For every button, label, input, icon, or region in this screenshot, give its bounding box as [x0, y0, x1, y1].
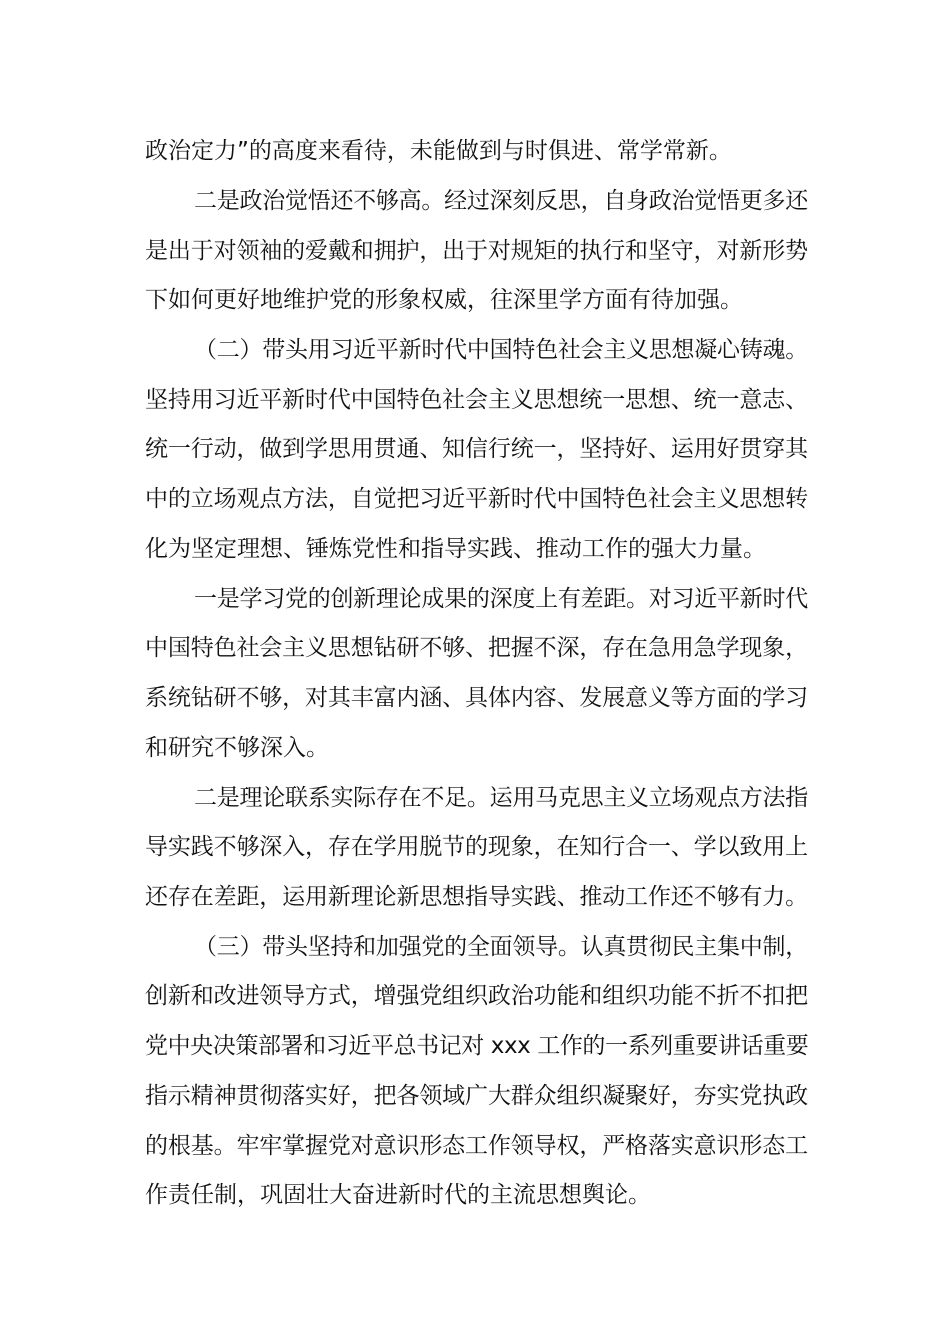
paragraph-start-line: 二是理论联系实际存在不足。运用马克思主义立场观点方法指 [194, 785, 808, 811]
text-line: 作责任制，巩固壮大奋进新时代的主流思想舆论。 [145, 1182, 651, 1208]
text-line: 统一行动，做到学思用贯通、知信行统一，坚持好、运用好贯穿其 [145, 436, 808, 462]
text-line: 是出于对领袖的爱戴和拥护，出于对规矩的执行和坚守，对新形势 [145, 238, 808, 264]
text-line: 还存在差距，运用新理论新思想指导实践、推动工作还不够有力。 [145, 884, 808, 910]
text-line: 指示精神贯彻落实好，把各领域广大群众组织凝聚好，夯实党执政 [145, 1083, 808, 1109]
paragraph-start-line: 二是政治觉悟还不够高。经过深刻反思，自身政治觉悟更多还 [194, 188, 808, 214]
paragraph-start-line: 一是学习党的创新理论成果的深度上有差距。对习近平新时代 [194, 586, 808, 612]
section-heading-line: （三）带头坚持和加强党的全面领导。认真贯彻民主集中制， [194, 934, 808, 960]
text-line: 化为坚定理想、锤炼党性和指导实践、推动工作的强大力量。 [145, 536, 766, 562]
text-line: 下如何更好地维护党的形象权威，往深里学方面有待加强。 [145, 287, 743, 313]
text-line: 和研究不够深入。 [145, 735, 329, 761]
text-line: 系统钻研不够，对其丰富内涵、具体内容、发展意义等方面的学习 [145, 685, 808, 711]
text-line: 坚持用习近平新时代中国特色社会主义思想统一思想、统一意志、 [145, 387, 808, 413]
text-line: 导实践不够深入，存在学用脱节的现象，在知行合一、学以致用上 [145, 834, 808, 860]
text-line: 的根基。牢牢掌握党对意识形态工作领导权，严格落实意识形态工 [145, 1133, 808, 1159]
text-line: 中的立场观点方法，自觉把习近平新时代中国特色社会主义思想转 [145, 486, 808, 512]
text-line: 中国特色社会主义思想钻研不够、把握不深，存在急用急学现象， [145, 635, 808, 661]
text-line: 党中央决策部署和习近平总书记对 xxx 工作的一系列重要讲话重要 [145, 1033, 809, 1059]
text-line: 政治定力”的高度来看待，未能做到与时俱进、常学常新。 [145, 138, 732, 164]
section-heading-line: （二）带头用习近平新时代中国特色社会主义思想凝心铸魂。 [194, 337, 808, 363]
text-line: 创新和改进领导方式，增强党组织政治功能和组织功能不折不扣把 [145, 983, 808, 1009]
